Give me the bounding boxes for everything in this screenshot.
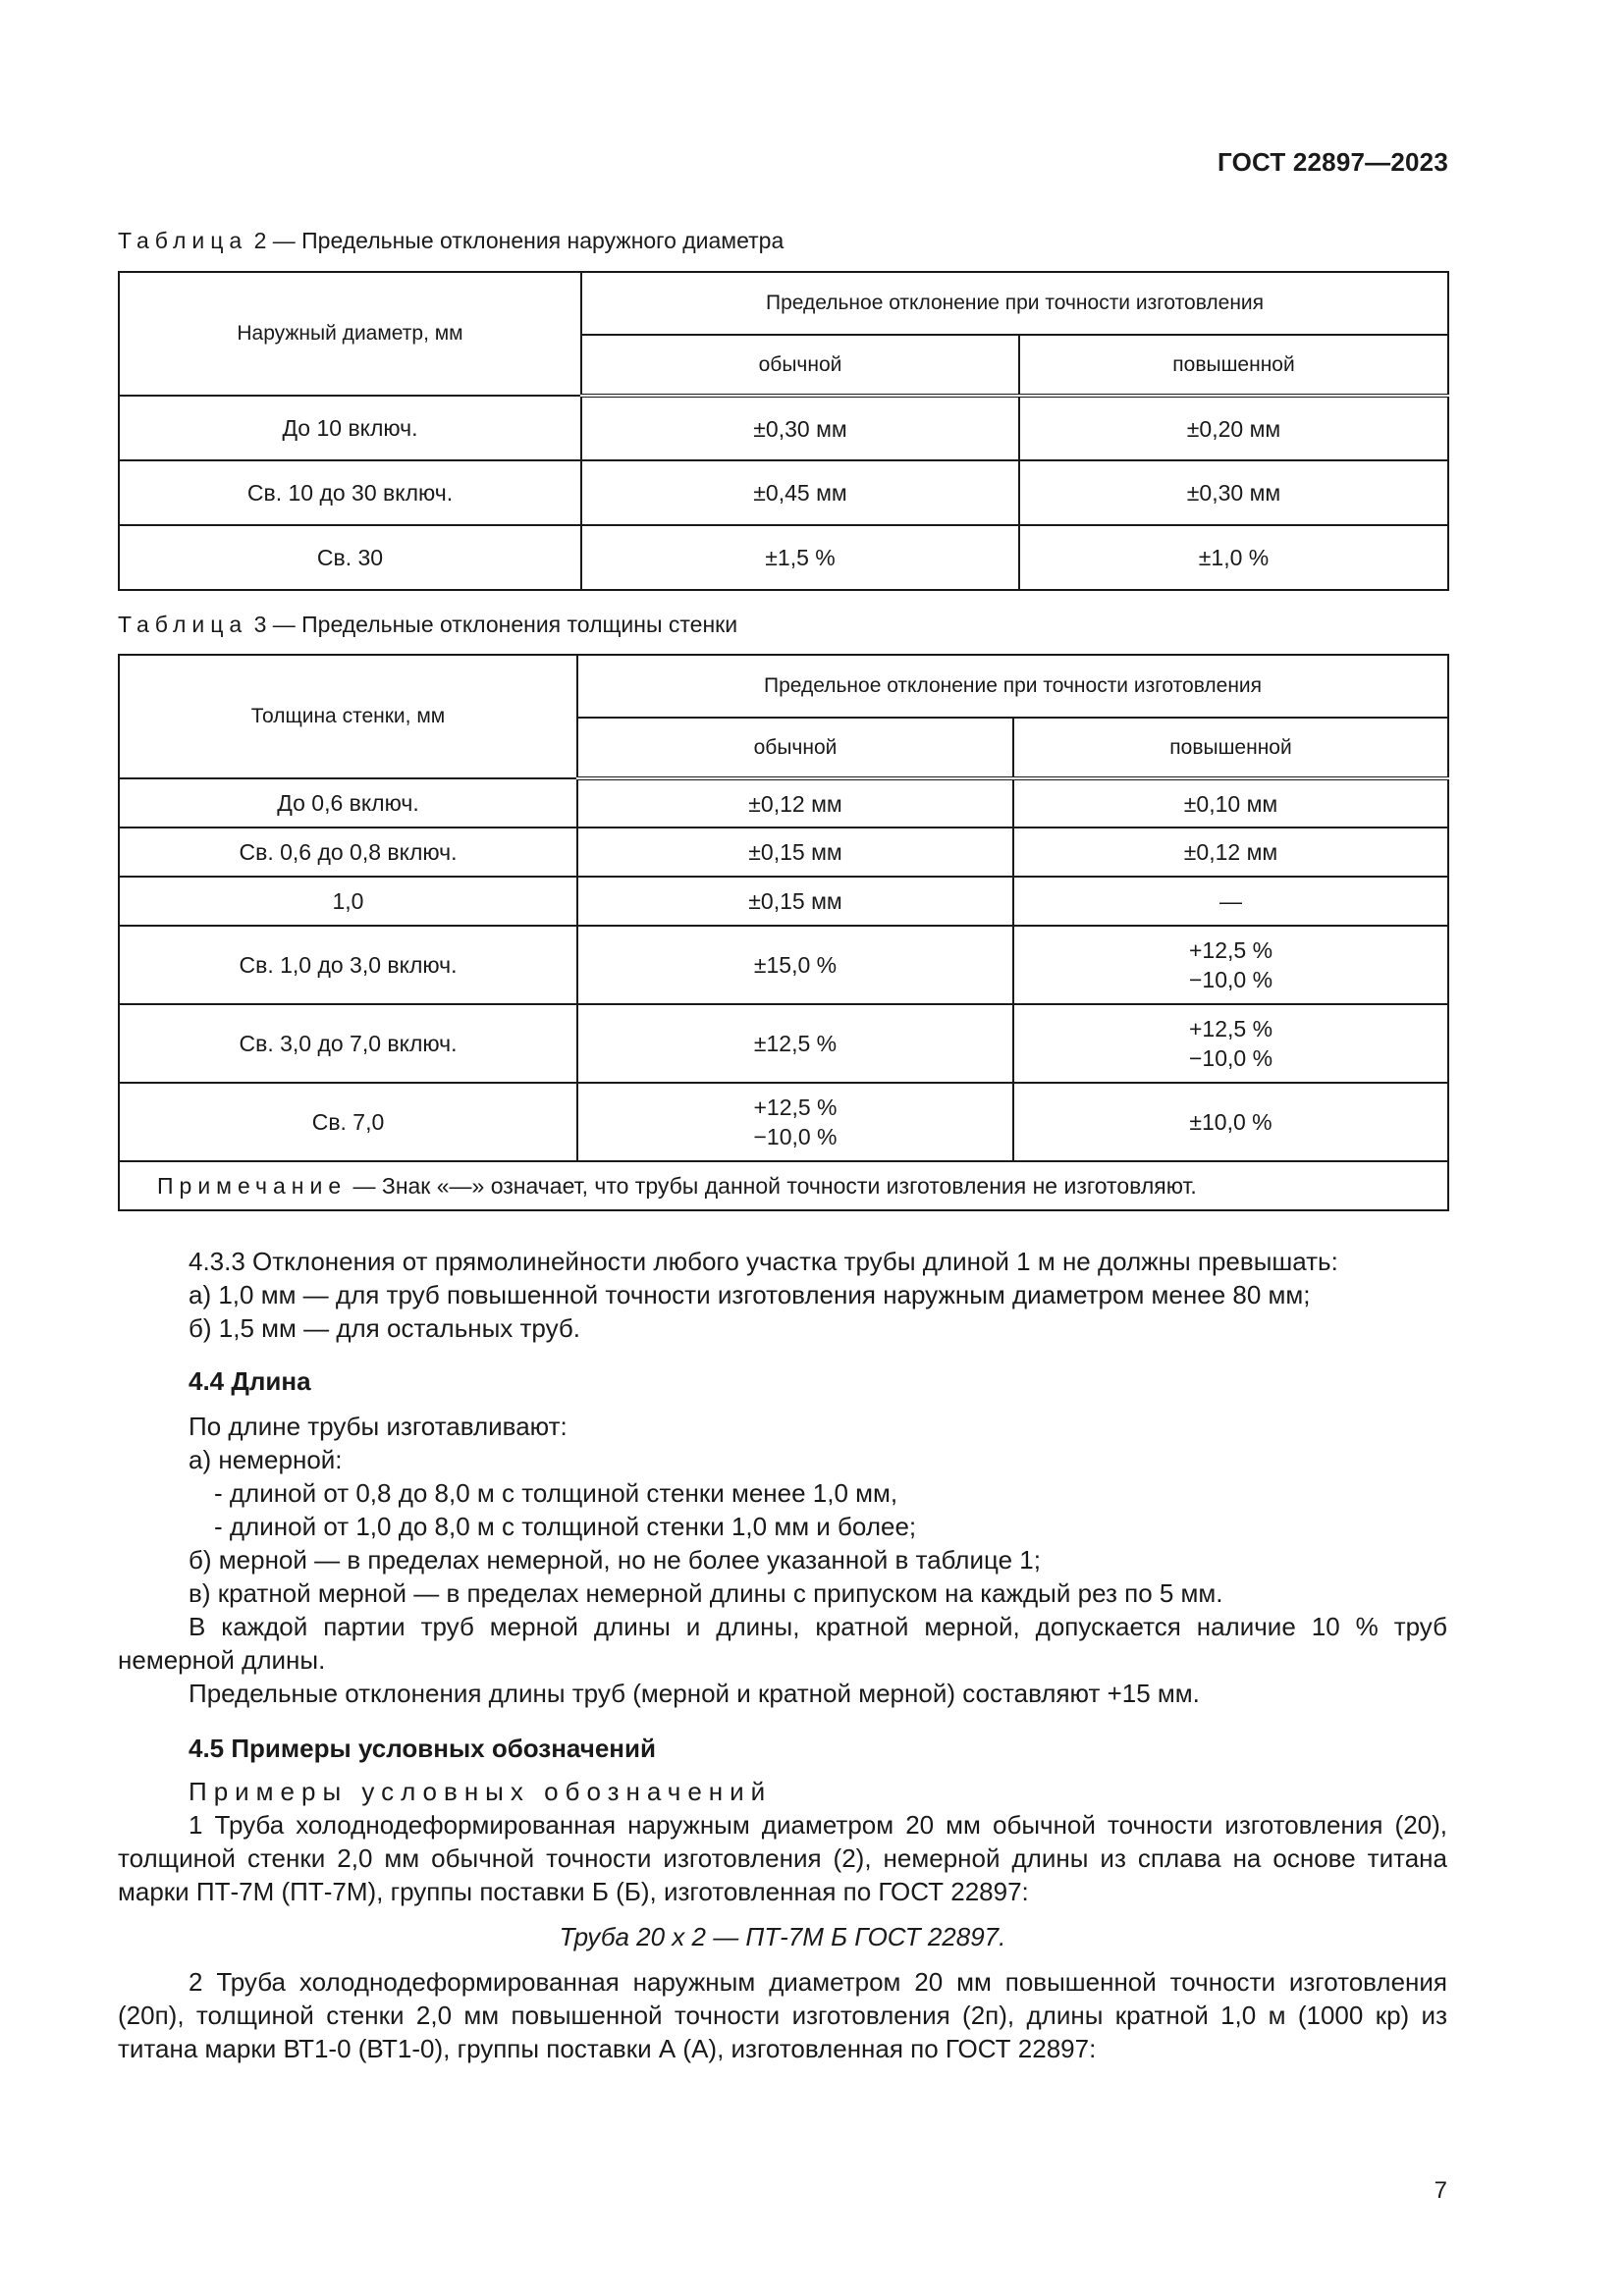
table-cell: ±0,15 мм bbox=[577, 877, 1013, 926]
list-item: - длиной от 1,0 до 8,0 м с толщиной стенки 1,0 мм и более; bbox=[214, 1512, 917, 1541]
table2-caption-word: Таблица bbox=[118, 228, 248, 253]
table-cell bbox=[1013, 1004, 1448, 1083]
list-item: а) немерной: bbox=[189, 1445, 343, 1474]
table2-caption-text: 2 — Предельные отклонения наружного диаметра bbox=[253, 228, 785, 253]
table-cell: Св. 0,6 до 0,8 включ. bbox=[119, 828, 577, 877]
tolerance-minus: −10,0 % bbox=[1188, 1045, 1273, 1071]
list-item: б) мерной — в пределах немерной, но не более указанной в таблице 1; bbox=[189, 1545, 1041, 1575]
table2 bbox=[118, 271, 1449, 591]
section-heading-4-4: 4.4 Длина bbox=[189, 1366, 311, 1396]
table-row bbox=[119, 828, 1448, 877]
table-cell bbox=[1013, 926, 1448, 1004]
table-cell: До 10 включ. bbox=[119, 396, 581, 460]
table3 bbox=[118, 654, 1449, 1211]
table-cell: Св. 10 до 30 включ. bbox=[119, 460, 581, 525]
table-cell: Св. 3,0 до 7,0 включ. bbox=[119, 1004, 577, 1083]
table-cell: Св. 30 bbox=[119, 525, 581, 590]
tolerance-plus: +12,5 % bbox=[753, 1095, 838, 1120]
paragraph: Предельные отклонения длины труб (мерной и кратной мерной) составляют +15 мм. bbox=[189, 1679, 1200, 1708]
table-row bbox=[119, 1083, 1448, 1161]
tolerance-minus: −10,0 % bbox=[1188, 967, 1273, 992]
table-row bbox=[119, 460, 1448, 525]
table-cell: — bbox=[1013, 877, 1448, 926]
table3-col1-header: Толщина стенки, мм bbox=[119, 655, 577, 778]
table-cell: ±0,30 мм bbox=[1019, 460, 1448, 525]
table2-caption bbox=[118, 228, 784, 254]
table-row bbox=[119, 1004, 1448, 1083]
examples-title: Примеры условных обозначений bbox=[189, 1777, 773, 1806]
table-cell: ±15,0 % bbox=[577, 926, 1013, 1004]
table-row bbox=[119, 926, 1448, 1004]
table-cell: ±0,20 мм bbox=[1019, 396, 1448, 460]
table-cell: ±0,45 мм bbox=[581, 460, 1019, 525]
table3-note-word: Примечание bbox=[157, 1173, 348, 1199]
example-1-designation: Труба 20 х 2 — ПТ-7М Б ГОСТ 22897. bbox=[559, 1922, 1006, 1951]
paragraph-4-3-3: 4.3.3 Отклонения от прямолинейности любого участка трубы длиной 1 м не должны превышать: bbox=[189, 1247, 1338, 1276]
body-text bbox=[118, 1245, 1447, 2065]
table-cell: ±0,10 мм bbox=[1013, 778, 1448, 828]
table-cell: ±12,5 % bbox=[577, 1004, 1013, 1083]
table-cell: ±0,30 мм bbox=[581, 396, 1019, 460]
table-cell: ±1,0 % bbox=[1019, 525, 1448, 590]
table-note-row bbox=[119, 1161, 1448, 1210]
tolerance-plus: +12,5 % bbox=[1188, 937, 1273, 963]
table-cell: Св. 1,0 до 3,0 включ. bbox=[119, 926, 577, 1004]
table-cell: До 0,6 включ. bbox=[119, 778, 577, 828]
table-cell: ±10,0 % bbox=[1013, 1083, 1448, 1161]
table3-caption-word: Таблица bbox=[118, 612, 248, 637]
list-item: б) 1,5 мм — для остальных труб. bbox=[189, 1313, 580, 1343]
table3-note-text: — Знак «—» означает, что трубы данной точности изготовления не изготовляют. bbox=[352, 1173, 1197, 1199]
table-row bbox=[119, 877, 1448, 926]
standard-header: ГОСТ 22897—2023 bbox=[1218, 147, 1448, 177]
paragraph: В каждой партии труб мерной длины и длины, кратной мерной, допускается наличие 10 % труб немерной длины. bbox=[118, 1612, 1447, 1675]
table3-group-header: Предельное отклонение при точности изготовления bbox=[577, 655, 1448, 718]
section-heading-4-5: 4.5 Примеры условных обозначений bbox=[189, 1734, 656, 1763]
tolerance-plus: +12,5 % bbox=[1188, 1016, 1273, 1041]
example-1: 1 Труба холоднодеформированная наружным диаметром 20 мм обычной точности изготовления (20), толщиной стенки 2,0 мм обычной точности изготовления (2), немерной длины из сплава на основе титана марки ПТ-7М (ПТ-7М), группы поставки Б (Б), изготовленная по ГОСТ 22897: bbox=[118, 1810, 1447, 1906]
table-row bbox=[119, 778, 1448, 828]
table-cell: ±0,12 мм bbox=[577, 778, 1013, 828]
table3-subheader-high: повышенной bbox=[1013, 718, 1448, 778]
table3-subheader-normal: обычной bbox=[577, 718, 1013, 778]
page-number: 7 bbox=[1434, 2177, 1447, 2204]
table-cell: ±0,12 мм bbox=[1013, 828, 1448, 877]
table3-note bbox=[119, 1161, 1448, 1210]
table3-caption-text: 3 — Предельные отклонения толщины стенки bbox=[253, 612, 738, 637]
table2-subheader-high: повышенной bbox=[1019, 335, 1448, 396]
table2-group-header: Предельное отклонение при точности изготовления bbox=[581, 272, 1448, 335]
table2-subheader-normal: обычной bbox=[581, 335, 1019, 396]
list-item: а) 1,0 мм — для труб повышенной точности изготовления наружным диаметром менее 80 мм; bbox=[189, 1280, 1311, 1309]
table-cell: Св. 7,0 bbox=[119, 1083, 577, 1161]
list-item: в) кратной мерной — в пределах немерной длины с припуском на каждый рез по 5 мм. bbox=[189, 1578, 1223, 1608]
example-2: 2 Труба холоднодеформированная наружным диаметром 20 мм повышенной точности изготовления (20п), толщиной стенки 2,0 мм повышенной точности изготовления (2п), длины кратной 1,0 м (1000 кр) из титана марки ВТ1-0 (ВТ1-0), группы поставки А (А), изготовленная по ГОСТ 22897: bbox=[118, 1967, 1447, 2063]
table-cell: ±1,5 % bbox=[581, 525, 1019, 590]
table-row bbox=[119, 525, 1448, 590]
table-row bbox=[119, 396, 1448, 460]
paragraph: По длине трубы изготавливают: bbox=[189, 1412, 568, 1441]
table-cell: 1,0 bbox=[119, 877, 577, 926]
table2-col1-header: Наружный диаметр, мм bbox=[119, 272, 581, 396]
table-cell bbox=[577, 1083, 1013, 1161]
list-item: - длиной от 0,8 до 8,0 м с толщиной стенки менее 1,0 мм, bbox=[214, 1478, 898, 1508]
table-cell: ±0,15 мм bbox=[577, 828, 1013, 877]
table3-caption bbox=[118, 612, 737, 638]
tolerance-minus: −10,0 % bbox=[753, 1124, 838, 1149]
